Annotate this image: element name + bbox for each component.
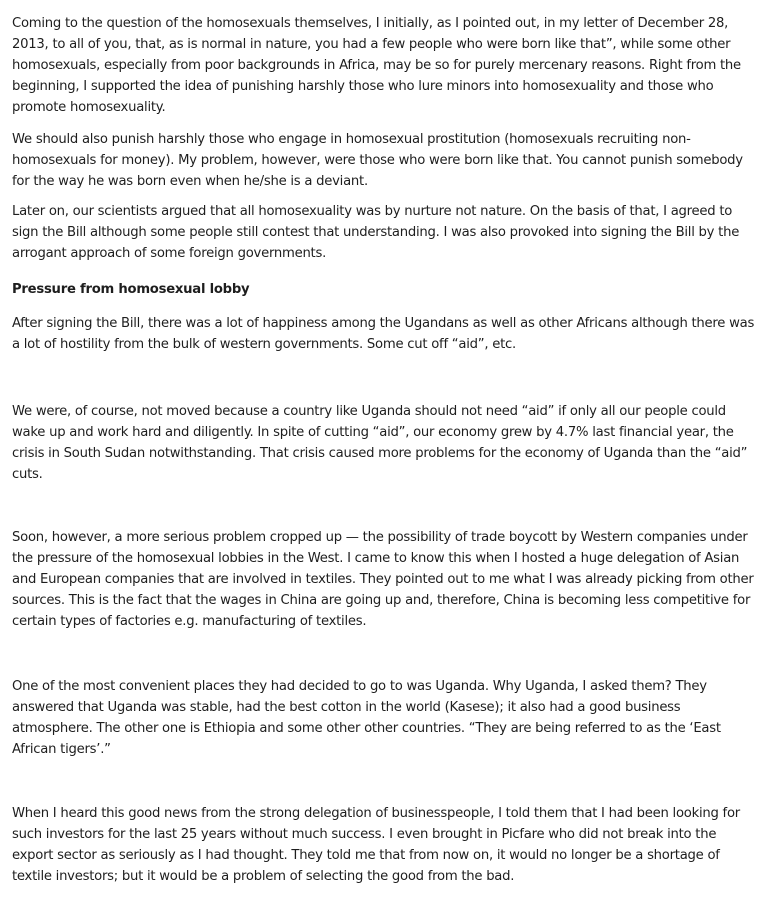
subheading-pressure-lobby: Pressure from homosexual lobby <box>12 282 250 297</box>
paragraph-aid-cuts: We were, of course, not moved because a country like Uganda should not need “aid” if only all our people could wake up and work hard and diligently. In spite of cutting “aid”, our economy grew by 4.7% last financial year, the crisis in South Sudan notwithstanding. That crisis caused more problems for the economy of Uganda than the “aid” cuts. <box>12 404 748 482</box>
paragraph-trade-boycott: Soon, however, a more serious problem cropped up — the possibility of trade boycott by Western companies under the pressure of the homosexual lobbies in the West. I came to know this when I hosted a huge delegation of Asian and European companies that are involved in textiles. They pointed out to me what I was already picking from other sources. This is the fact that the wages in China are going up and, therefore, China is becoming less competitive for certain types of factories e.g. manufacturing of textiles. <box>12 530 754 629</box>
paragraph-good-news: When I heard this good news from the strong delegation of businesspeople, I told them that I had been looking for such investors for the last 25 years without much success. I even brought in Picfare who did not break into the export sector as seriously as I had thought. They told me that from now on, it would no longer be a shortage of textile investors; but it would be a problem of selecting the good from the bad. <box>12 806 740 884</box>
paragraph-uganda-convenient: One of the most convenient places they had decided to go to was Uganda. Why Uganda, I asked them? They answered that Uganda was stable, had the best cotton in the world (Kasese); it also had a good business atmosphere. The other one is Ethiopia and some other other countries. “They are being referred to as the ‘East African tigers’.” <box>12 679 721 757</box>
paragraph-punish-prostitution: We should also punish harshly those who engage in homosexual prostitution (homosexuals recruiting non-homosexuals for money). My problem, however, were those who were born like that. You cannot punish somebody for the way he was born even when he/she is a deviant. <box>12 132 743 189</box>
paragraph-scientists-argued: Later on, our scientists argued that all homosexuality was by nurture not nature. On the basis of that, I agreed to sign the Bill although some people still contest that understanding. I was also provoked into signing the Bill by the arrogant approach of some foreign governments. <box>12 204 740 261</box>
paragraph-after-signing: After signing the Bill, there was a lot of happiness among the Ugandans as well as other Africans although there was a lot of hostility from the bulk of western governments. Some cut off “aid”, etc. <box>12 316 755 352</box>
paragraph-homosexuals-question: Coming to the question of the homosexuals themselves, I initially, as I pointed out, in my letter of December 28, 2013, to all of you, that, as is normal in nature, you had a few people who were born like that”, while some other homosexuals, especially from poor backgrounds in Africa, may be so for purely mercenary reasons. Right from the beginning, I supported the idea of punishing harshly those who lure minors into homosexuality and those who promote homosexuality. <box>12 16 741 115</box>
